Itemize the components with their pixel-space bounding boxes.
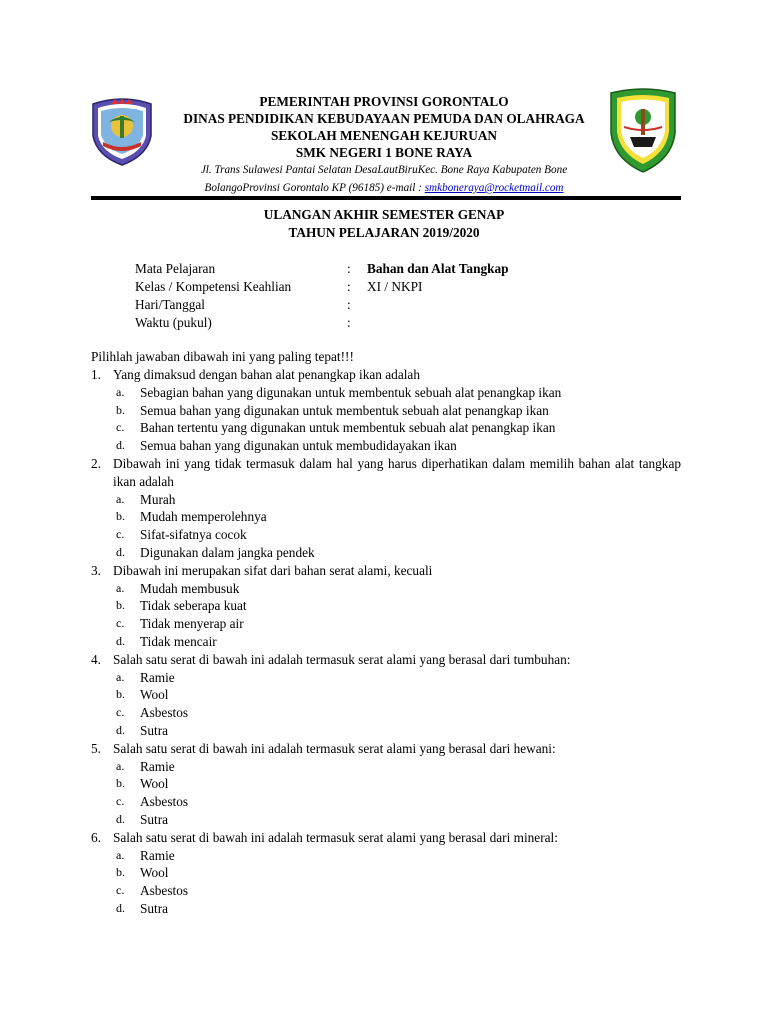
option-letter: d.	[116, 722, 125, 737]
option-text: Tidak seberapa kuat	[140, 598, 247, 614]
option-letter: a.	[116, 847, 125, 862]
option-text: Bahan tertentu yang digunakan untuk membentuk sebuah alat penangkap ikan	[140, 420, 556, 436]
info-row	[135, 314, 595, 332]
question-item	[91, 651, 681, 740]
exam-title	[160, 206, 608, 241]
option-letter: a.	[116, 758, 125, 773]
option-text: Digunakan dalam jangka pendek	[140, 544, 315, 560]
info-colon: :	[347, 315, 351, 330]
letterhead	[160, 93, 608, 197]
answer-option	[116, 633, 681, 651]
address-line-2	[160, 179, 608, 197]
answer-option	[116, 811, 681, 829]
answer-option	[116, 580, 681, 598]
option-letter: c.	[116, 616, 125, 631]
option-letter: c.	[116, 705, 125, 720]
question-number: 3.	[91, 562, 101, 578]
option-text: Wool	[140, 865, 169, 881]
option-text: Tidak menyerap air	[140, 616, 244, 632]
option-text: Wool	[140, 687, 169, 703]
province-emblem-logo	[89, 96, 155, 166]
header-divider	[91, 196, 681, 200]
answer-option	[116, 544, 681, 562]
question-text: Salah satu serat di bawah ini adalah termasuk serat alami yang berasal dari tumbuhan:	[113, 651, 571, 667]
answer-option	[116, 775, 681, 793]
info-label: Hari/Tanggal	[135, 297, 205, 312]
info-label: Waktu (pukul)	[135, 315, 212, 330]
answer-option	[116, 882, 681, 900]
answer-option	[116, 847, 681, 865]
option-letter: c.	[116, 794, 125, 809]
option-letter: b.	[116, 509, 125, 524]
regency-emblem-logo	[608, 87, 678, 173]
option-text: Ramie	[140, 847, 175, 863]
info-label: Mata Pelajaran	[135, 261, 216, 276]
answer-option	[116, 508, 681, 526]
letterhead-line-3: SEKOLAH MENENGAH KEJURUAN	[270, 128, 498, 143]
answer-option	[116, 526, 681, 544]
address-line-1: Jl. Trans Sulawesi Pantai Selatan DesaLautBiruKec. Bone Raya Kabupaten Bone	[200, 164, 568, 176]
answer-option	[116, 437, 681, 455]
address-prefix: BolangoProvinsi Gorontalo KP (96185) e-mail :	[204, 182, 425, 194]
option-letter: a.	[116, 491, 125, 506]
answer-option	[116, 793, 681, 811]
question-number: 2.	[91, 455, 101, 471]
answer-option	[116, 615, 681, 633]
question-number: 5.	[91, 740, 101, 756]
option-letter: d.	[116, 900, 125, 915]
exam-title-line-1: ULANGAN AKHIR SEMESTER GENAP	[263, 207, 505, 222]
option-letter: b.	[116, 776, 125, 791]
answer-option	[116, 491, 681, 509]
question-item	[91, 455, 681, 562]
question-item	[91, 366, 681, 455]
letterhead-line-4: SMK NEGERI 1 BONE RAYA	[295, 145, 473, 160]
answer-option	[116, 419, 681, 437]
question-text: Yang dimaksud dengan bahan alat penangkap ikan adalah	[113, 367, 420, 382]
answer-option	[116, 686, 681, 704]
email-link[interactable]: smkboneraya@rocketmail.com	[424, 182, 564, 194]
option-letter: a.	[116, 580, 125, 595]
answer-option	[116, 722, 681, 740]
exam-info-table	[135, 260, 595, 332]
answer-option	[116, 669, 681, 687]
option-letter: a.	[116, 384, 125, 399]
option-text: Asbestos	[140, 705, 189, 721]
option-letter: c.	[116, 527, 125, 542]
question-item	[91, 829, 681, 918]
option-text: Ramie	[140, 758, 175, 774]
option-text: Ramie	[140, 669, 175, 685]
answer-option	[116, 704, 681, 722]
option-text: Asbestos	[140, 883, 189, 899]
option-letter: b.	[116, 687, 125, 702]
option-letter: a.	[116, 669, 125, 684]
option-text: Mudah memperolehnya	[140, 509, 267, 525]
info-row	[135, 296, 595, 314]
answer-option	[116, 597, 681, 615]
question-list	[91, 366, 681, 918]
exam-title-line-2: TAHUN PELAJARAN 2019/2020	[288, 224, 480, 240]
option-text: Sutra	[140, 900, 169, 916]
option-letter: d.	[116, 633, 125, 648]
answer-option	[116, 864, 681, 882]
option-letter: c.	[116, 883, 125, 898]
answer-option	[116, 758, 681, 776]
instruction-text: Pilihlah jawaban dibawah ini yang paling tepat!!!	[91, 349, 354, 364]
option-text: Mudah membusuk	[140, 580, 240, 596]
option-letter: d.	[116, 811, 125, 826]
question-text: Dibawah ini yang tidak termasuk dalam hal yang harus diperhatikan dalam memilih bahan alat tangkap ikan adalah	[113, 455, 681, 489]
option-text: Semua bahan yang digunakan untuk membentuk sebuah alat penangkap ikan	[140, 402, 549, 418]
info-value: Bahan dan Alat Tangkap	[367, 261, 509, 276]
info-row	[135, 278, 595, 296]
option-letter: b.	[116, 598, 125, 613]
option-text: Sebagian bahan yang digunakan untuk membentuk sebuah alat penangkap ikan	[140, 384, 562, 400]
option-text: Semua bahan yang digunakan untuk membudidayakan ikan	[140, 438, 457, 454]
option-letter: d.	[116, 544, 125, 559]
info-colon: :	[347, 279, 351, 294]
info-label: Kelas / Kompetensi Keahlian	[135, 279, 292, 294]
question-text: Salah satu serat di bawah ini adalah termasuk serat alami yang berasal dari hewani:	[113, 740, 556, 756]
question-text: Dibawah ini merupakan sifat dari bahan serat alami, kecuali	[113, 562, 433, 578]
question-text: Salah satu serat di bawah ini adalah termasuk serat alami yang berasal dari mineral:	[113, 829, 558, 845]
question-item	[91, 740, 681, 829]
answer-option	[116, 900, 681, 918]
info-colon: :	[347, 297, 351, 312]
option-letter: b.	[116, 402, 125, 417]
option-text: Sifat-sifatnya cocok	[140, 527, 247, 543]
option-text: Wool	[140, 776, 169, 792]
letterhead-line-1: PEMERINTAH PROVINSI GORONTALO	[259, 94, 509, 109]
answer-option	[116, 384, 681, 402]
question-number: 1.	[91, 367, 101, 382]
option-text: Tidak mencair	[140, 633, 217, 649]
info-value: XI / NKPI	[367, 279, 423, 294]
option-letter: c.	[116, 420, 125, 435]
question-item	[91, 562, 681, 651]
option-letter: d.	[116, 438, 125, 453]
option-text: Sutra	[140, 811, 169, 827]
question-number: 6.	[91, 829, 101, 845]
option-text: Asbestos	[140, 794, 189, 810]
info-row	[135, 260, 595, 278]
option-text: Sutra	[140, 722, 169, 738]
info-colon: :	[347, 261, 351, 276]
letterhead-line-2: DINAS PENDIDIKAN KEBUDAYAAN PEMUDA DAN OLAHRAGA	[183, 111, 585, 126]
option-text: Murah	[140, 491, 176, 507]
option-letter: b.	[116, 865, 125, 880]
question-number: 4.	[91, 651, 101, 667]
answer-option	[116, 402, 681, 420]
